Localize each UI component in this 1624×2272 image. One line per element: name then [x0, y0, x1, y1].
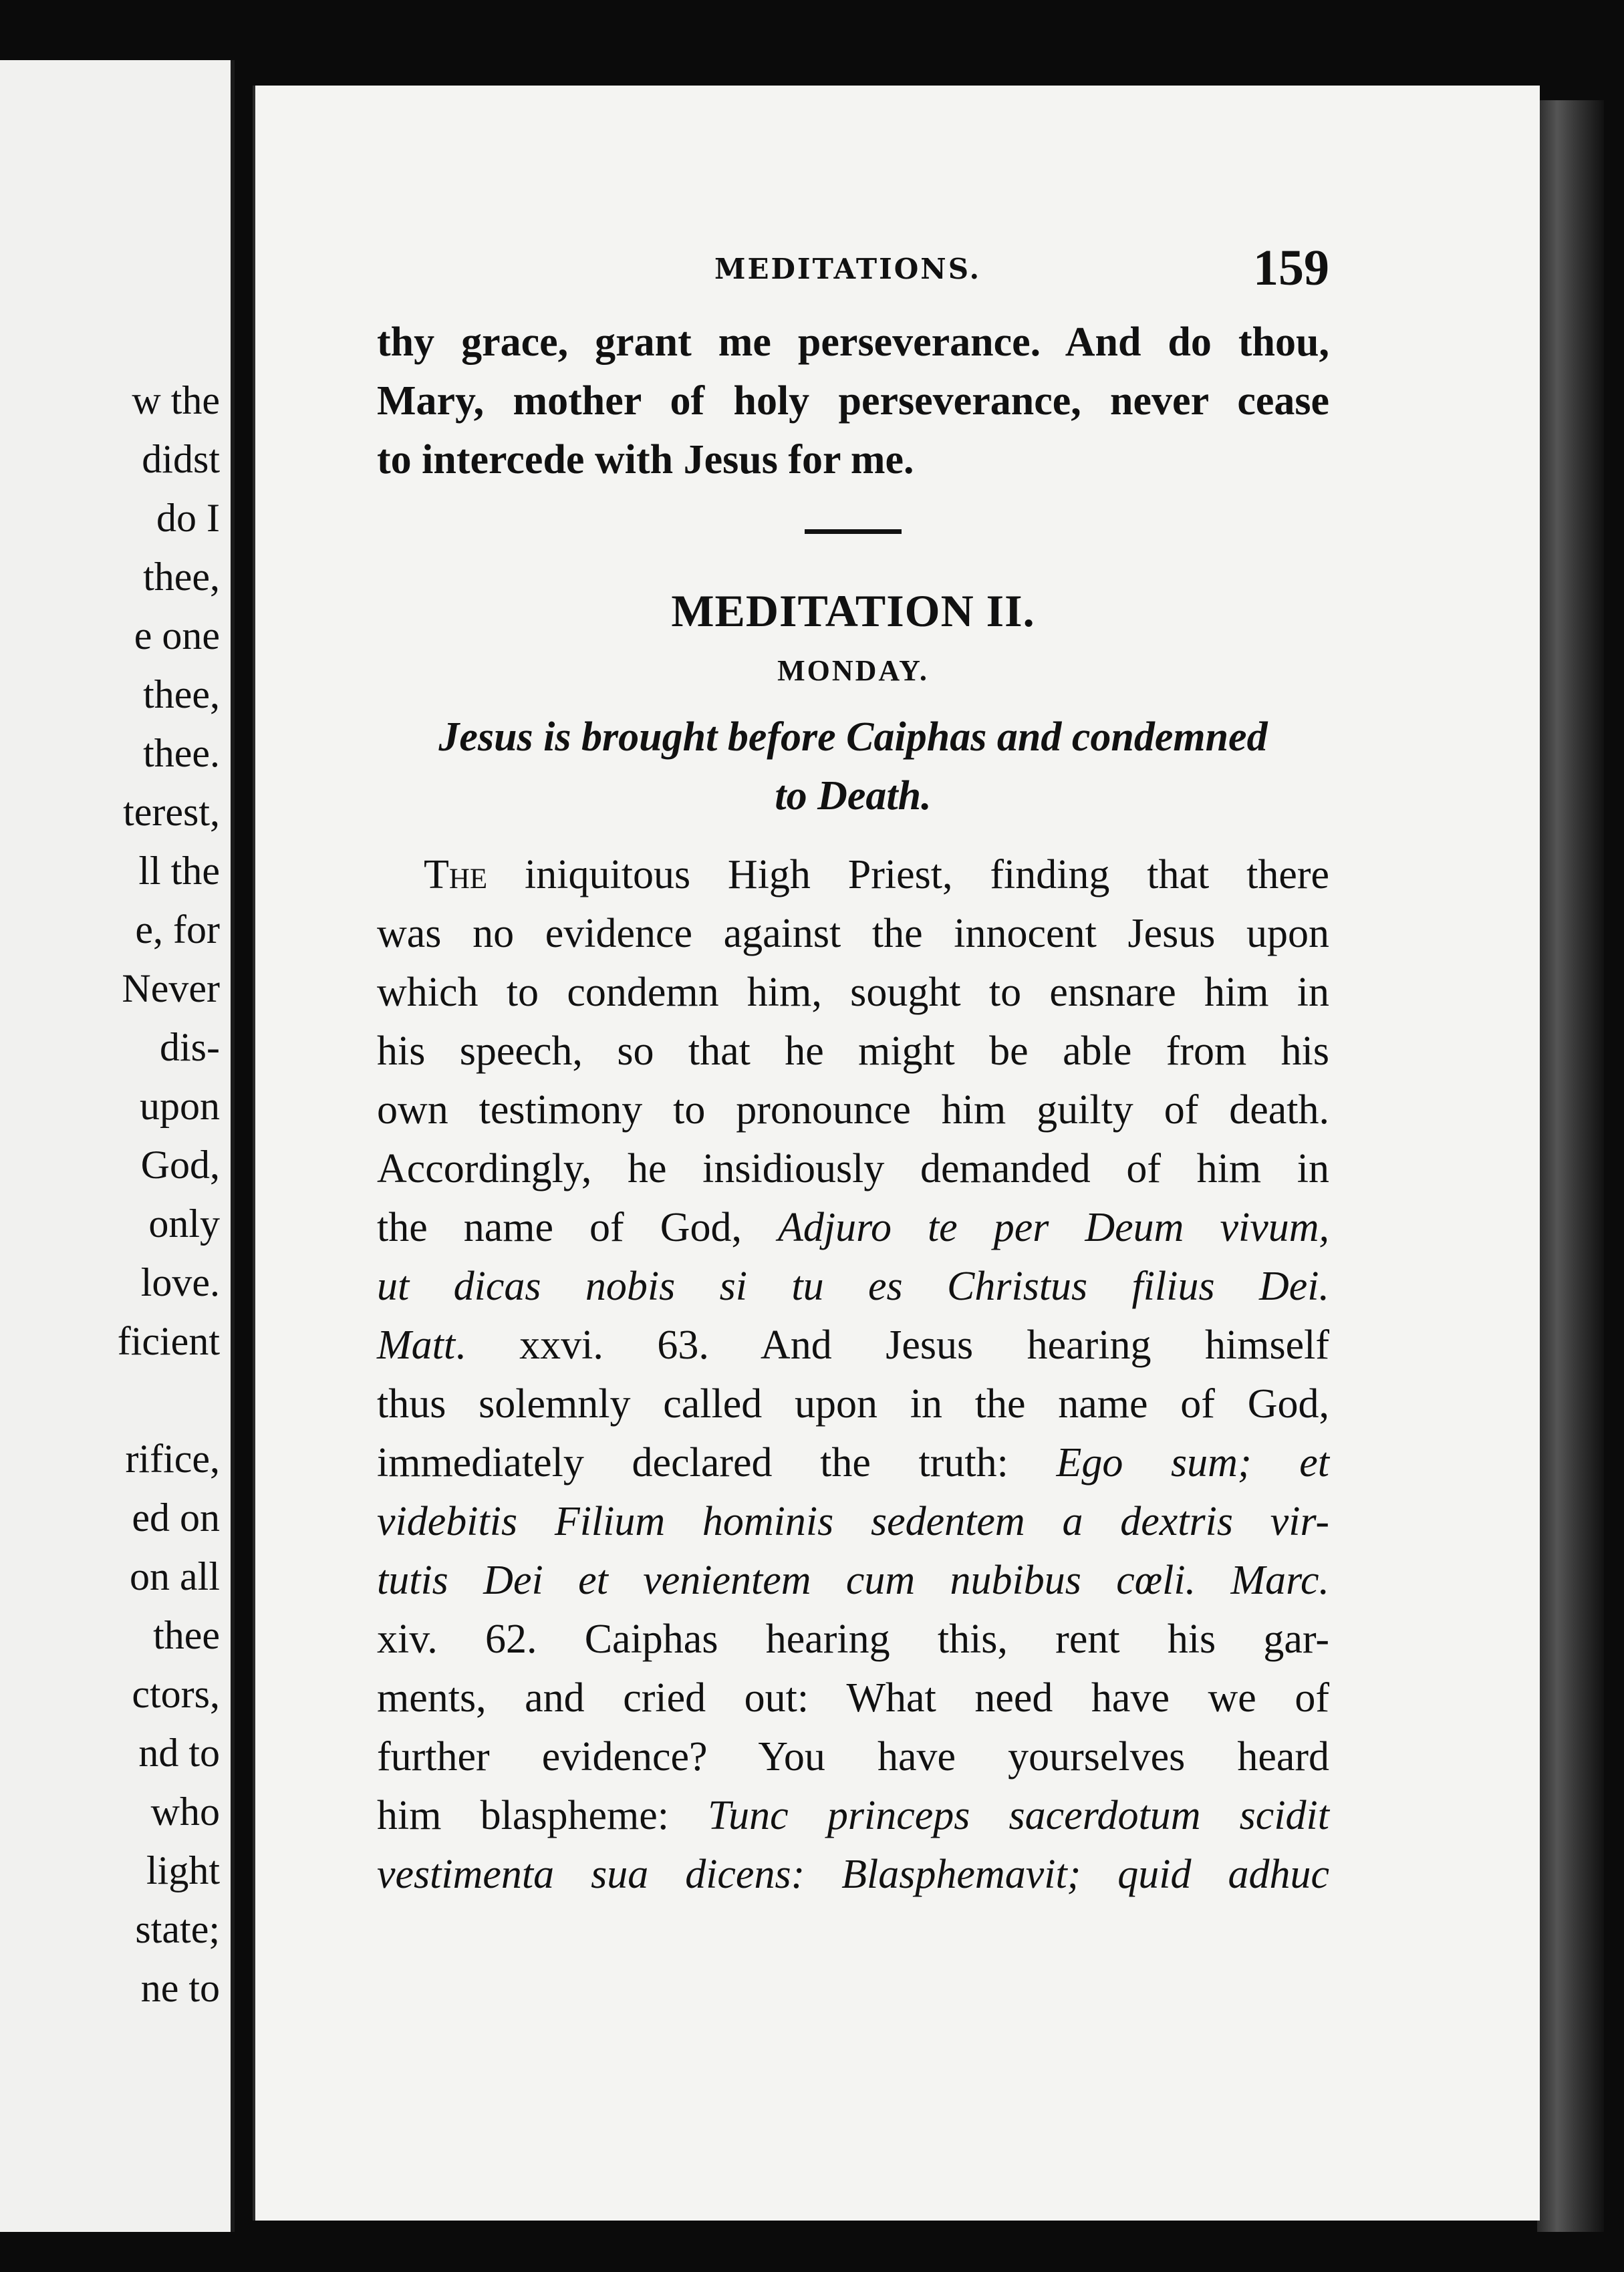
- text-span: the name of God,: [377, 1205, 742, 1250]
- text-line: [377, 1433, 1329, 1492]
- text-line: Mary, mother of holy perseverance, never cease: [377, 378, 1329, 424]
- text-line: further evidence? You have yourselves heard: [377, 1734, 1329, 1780]
- left-line-gap: [0, 1371, 220, 1429]
- left-line: on all: [130, 1554, 220, 1598]
- page-content: [377, 233, 1329, 1904]
- citation: Matt: [377, 1322, 456, 1368]
- left-line: w the: [132, 378, 220, 422]
- running-header: [377, 233, 1329, 313]
- text-line: ments, and cried out: What need have we of: [377, 1675, 1329, 1721]
- meditation-title: MEDITATION II.: [671, 585, 1035, 636]
- left-line: thee: [153, 1613, 220, 1657]
- text-line: tutis Dei et venientem cum nubibus cœli. Marc.: [377, 1558, 1329, 1603]
- text-span: him blaspheme:: [377, 1793, 669, 1838]
- text-line: [377, 1786, 1329, 1845]
- left-line: only: [148, 1201, 220, 1246]
- page-number: 159: [1253, 240, 1329, 296]
- left-line: do I: [156, 496, 220, 540]
- text-line: ut dicas nobis si tu es Christus filius Dei.: [377, 1264, 1329, 1309]
- book-binding-edge: [1537, 100, 1604, 2232]
- drop-word: The: [424, 852, 488, 897]
- previous-page-text: [0, 371, 220, 2017]
- left-line: rifice,: [125, 1437, 220, 1481]
- text-line: his speech, so that he might be able from his: [377, 1028, 1329, 1074]
- previous-page-edge: [0, 60, 235, 2232]
- meditation-body: [377, 845, 1329, 1904]
- left-line: ne to: [140, 1966, 220, 2010]
- text-span: . xxvi. 63. And Jesus hearing himself: [455, 1322, 1329, 1368]
- left-line: God,: [140, 1143, 220, 1187]
- text-line: thy grace, grant me perseverance. And do thou,: [377, 319, 1329, 365]
- text-line: Accordingly, he insidiously demanded of him in: [377, 1146, 1329, 1191]
- left-line: ficient: [117, 1319, 220, 1363]
- left-line: dis-: [160, 1025, 220, 1069]
- left-line: thee,: [143, 555, 220, 599]
- left-line: terest,: [123, 790, 220, 834]
- left-line: ll the: [138, 849, 220, 893]
- subtitle-line: to Death.: [775, 773, 932, 819]
- latin-quote: Tunc princeps sacerdotum scidit: [708, 1793, 1329, 1838]
- left-line: e, for: [135, 907, 220, 952]
- left-line: thee,: [143, 672, 220, 716]
- text-line: [377, 1198, 1329, 1257]
- text-line: xiv. 62. Caiphas hearing this, rent his gar-: [377, 1616, 1329, 1662]
- left-line: light: [146, 1848, 220, 1892]
- left-line: Never: [122, 966, 220, 1010]
- left-line: didst: [142, 437, 220, 481]
- left-line: e one: [134, 613, 220, 658]
- text-line: [377, 845, 1329, 904]
- text-line: [377, 1316, 1329, 1375]
- text-line: which to condemn him, sought to ensnare him in: [377, 970, 1329, 1015]
- left-line: thee.: [143, 731, 220, 775]
- meditation-subtitle: [377, 708, 1329, 825]
- left-line: who: [150, 1790, 220, 1834]
- book-page: [253, 86, 1540, 2221]
- text-line: videbitis Filium hominis sedentem a dextris vir-: [377, 1499, 1329, 1544]
- running-title: MEDITATIONS.: [714, 253, 982, 285]
- text-line: vestimenta sua dicens: Blasphemavit; quid adhuc: [377, 1852, 1329, 1897]
- left-line: upon: [140, 1084, 220, 1128]
- left-line: nd to: [138, 1731, 220, 1775]
- left-line: ed on: [132, 1496, 220, 1540]
- subtitle-line: Jesus is brought before Caiphas and condemned: [438, 714, 1268, 760]
- left-line: ctors,: [132, 1672, 220, 1716]
- text-line: thus solemnly called upon in the name of God,: [377, 1381, 1329, 1427]
- text-line: to intercede with Jesus for me.: [377, 437, 914, 482]
- meditation-day: MONDAY.: [777, 654, 929, 687]
- latin-quote: Adjuro te per Deum vivum,: [778, 1205, 1330, 1250]
- opening-paragraph: [377, 313, 1329, 489]
- text-span: immediately declared the truth:: [377, 1440, 1008, 1485]
- left-line: state;: [135, 1907, 220, 1951]
- text-line: own testimony to pronounce him guilty of death.: [377, 1087, 1329, 1133]
- left-line: love.: [140, 1260, 220, 1304]
- text-span: iniquitous High Priest, finding that there: [525, 852, 1329, 897]
- section-divider: [805, 529, 902, 534]
- text-line: was no evidence against the innocent Jesus upon: [377, 911, 1329, 956]
- latin-quote: Ego sum; et: [1056, 1440, 1329, 1485]
